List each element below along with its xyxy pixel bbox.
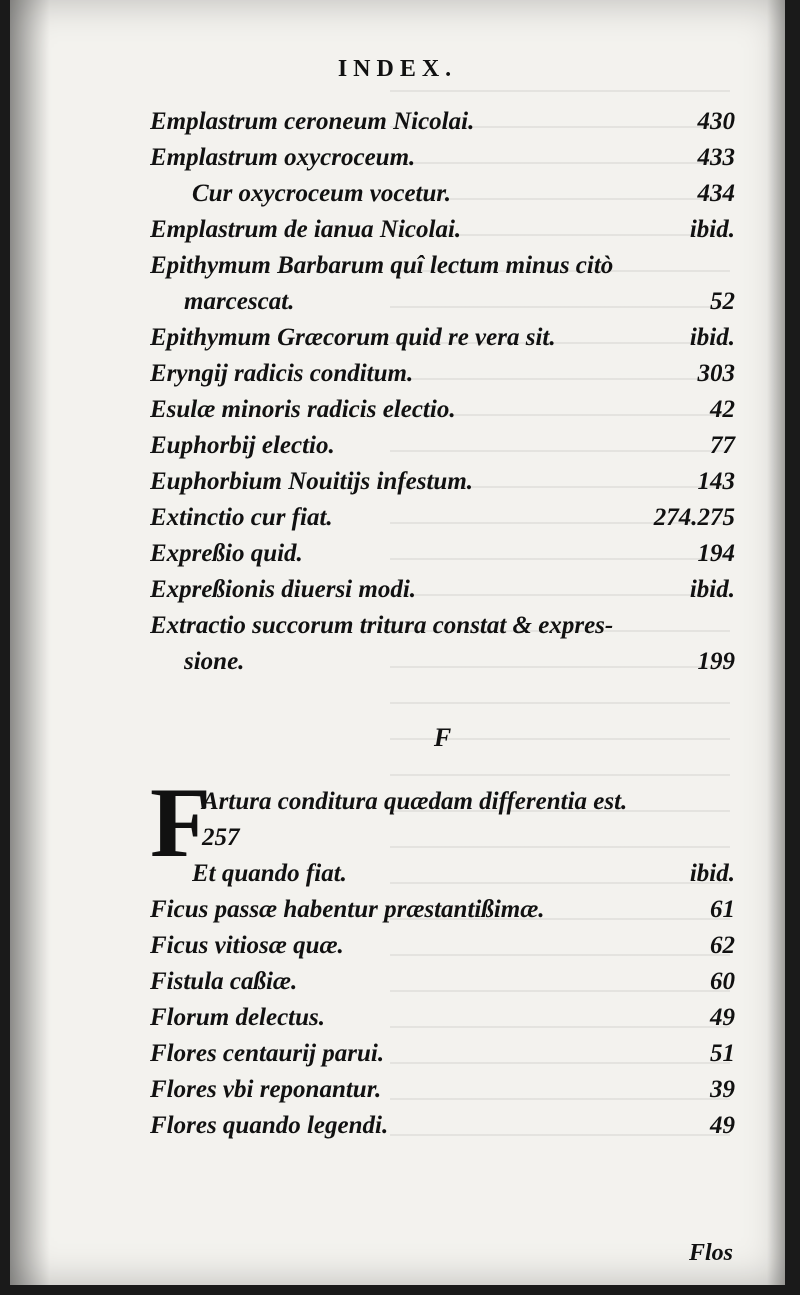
- index-list-f: [150, 856, 735, 1144]
- index-entry: [150, 104, 735, 140]
- index-entry-text: Emplastrum oxycroceum.: [150, 144, 416, 171]
- index-entry-text: Flores quando legendi.: [150, 1112, 389, 1139]
- index-entries: [150, 104, 735, 1144]
- index-entry: [150, 284, 735, 320]
- index-page-number: 49: [710, 1112, 735, 1139]
- index-entry-text: Expreßionis diuersi modi.: [150, 576, 417, 603]
- index-entry: [150, 356, 735, 392]
- index-entry-text: Esulæ minoris radicis electio.: [150, 396, 456, 423]
- index-page-number: 143: [697, 468, 735, 495]
- index-page-number: 60: [710, 968, 735, 995]
- index-page-number: ibid.: [689, 216, 735, 243]
- page-edge-shadow: [767, 0, 785, 1285]
- dropcap-letter: F: [150, 767, 212, 878]
- index-entry-text: Cur oxycroceum vocetur.: [192, 180, 452, 207]
- index-page-number: 433: [697, 144, 735, 171]
- dropcap-entry-page: 257: [202, 824, 240, 851]
- index-page-number: ibid.: [689, 324, 735, 351]
- index-entry-text: Flores centaurij parui.: [150, 1040, 385, 1067]
- index-entry: [150, 856, 735, 892]
- index-page-number: ibid.: [689, 576, 735, 603]
- index-entry: [150, 608, 735, 644]
- index-page-number: 77: [710, 432, 735, 459]
- index-entry-text: Flores vbi reponantur.: [150, 1076, 382, 1103]
- index-entry: [150, 1036, 735, 1072]
- index-entry: [150, 320, 735, 356]
- index-entry: [150, 892, 735, 928]
- index-page-number: 42: [710, 396, 735, 423]
- index-page-number: 303: [697, 360, 735, 387]
- index-page-number: 61: [710, 896, 735, 923]
- index-page-number: 51: [710, 1040, 735, 1067]
- index-entry-text: Emplastrum ceroneum Nicolai.: [150, 108, 475, 135]
- index-entry: [150, 464, 735, 500]
- index-entry: [150, 572, 735, 608]
- index-entry-text: Et quando fiat.: [192, 860, 347, 887]
- index-entry-text: Emplastrum de ianua Nicolai.: [150, 216, 462, 243]
- index-entry: [150, 536, 735, 572]
- index-entry: [150, 428, 735, 464]
- index-page-number: 434: [697, 180, 735, 207]
- index-page-number: 52: [710, 288, 735, 315]
- index-entry-text: Eryngij radicis conditum.: [150, 360, 414, 387]
- index-entry-text: sione.: [184, 648, 245, 675]
- index-page-number: 274.275: [653, 504, 735, 531]
- index-entry: [150, 928, 735, 964]
- index-page-number: 39: [710, 1076, 735, 1103]
- index-entry-text: marcescat.: [184, 288, 295, 315]
- binding-shadow: [10, 0, 50, 1285]
- index-entry: [150, 1108, 735, 1144]
- index-list-e: [150, 104, 735, 680]
- index-entry-text: Euphorbium Nouitijs infestum.: [150, 468, 474, 495]
- index-page-number: 430: [697, 108, 735, 135]
- index-entry: [150, 248, 735, 284]
- index-entry: [150, 1072, 735, 1108]
- index-entry-text: Ficus passæ habentur præstantißimæ.: [150, 896, 545, 923]
- index-entry: [150, 176, 735, 212]
- index-page-number: 194: [697, 540, 735, 567]
- index-entry: [150, 644, 735, 680]
- index-entry: [150, 500, 735, 536]
- index-entry-text: Euphorbij electio.: [150, 432, 335, 459]
- index-entry-text: Expreßio quid.: [150, 540, 303, 567]
- index-entry: [150, 1000, 735, 1036]
- index-entry: [150, 140, 735, 176]
- index-entry-text: Epithymum Græcorum quid re vera sit.: [150, 324, 556, 351]
- index-entry: [150, 212, 735, 248]
- running-header: INDEX.: [337, 56, 458, 82]
- index-entry-text: Fistula caßiæ.: [150, 968, 298, 995]
- index-page-number: 62: [710, 932, 735, 959]
- index-page-number: ibid.: [689, 860, 735, 887]
- index-entry-text: Epithymum Barbarum quî lectum minus citò: [150, 252, 614, 279]
- index-entry: [150, 964, 735, 1000]
- section-letter: F: [433, 723, 452, 752]
- index-entry-text: Florum delectus.: [150, 1004, 326, 1031]
- index-entry: [150, 392, 735, 428]
- index-entry-text: Ficus vitiosæ quæ.: [150, 932, 344, 959]
- index-page-number: 49: [710, 1004, 735, 1031]
- catchword: Flos: [688, 1240, 733, 1266]
- index-entry-text: Extinctio cur fiat.: [150, 504, 333, 531]
- book-page: [10, 0, 785, 1285]
- index-page-number: 199: [697, 648, 735, 675]
- dropcap-entry-text: Artura conditura quædam differentia est.: [202, 788, 628, 815]
- index-entry-text: Extractio succorum tritura constat & expres-: [150, 612, 614, 639]
